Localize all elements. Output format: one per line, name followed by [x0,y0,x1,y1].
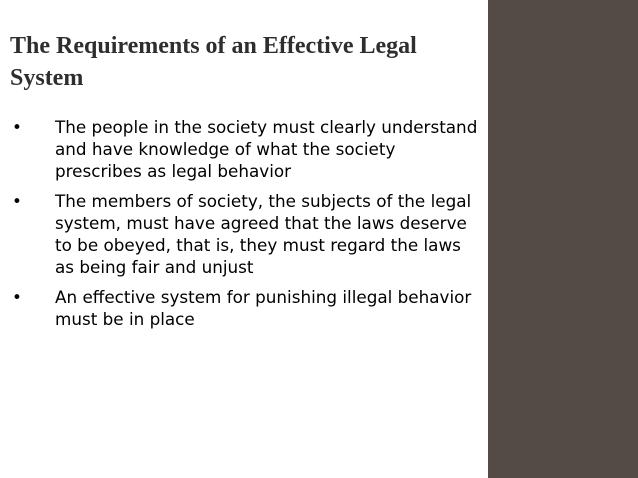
bullet-list [12,116,482,338]
bullet-text: The members of society, the subjects of the legal system, must have agreed that the laws deserve to be obeyed, that is, they must regard the laws as being fair and unjust [55,191,472,277]
slide-title: The Requirements of an Effective Legal System [10,33,417,91]
bullet-item [12,116,482,182]
bullet-item [12,286,482,330]
bullet-item [12,190,482,278]
bullet-icon: • [12,117,22,137]
side-panel [488,0,638,478]
bullet-icon: • [12,191,22,211]
bullet-text: The people in the society must clearly understand and have knowledge of what the society prescribes as legal behavior [55,117,478,181]
bullet-icon: • [12,287,22,307]
bullet-text: An effective system for punishing illegal behavior must be in place [55,287,472,329]
